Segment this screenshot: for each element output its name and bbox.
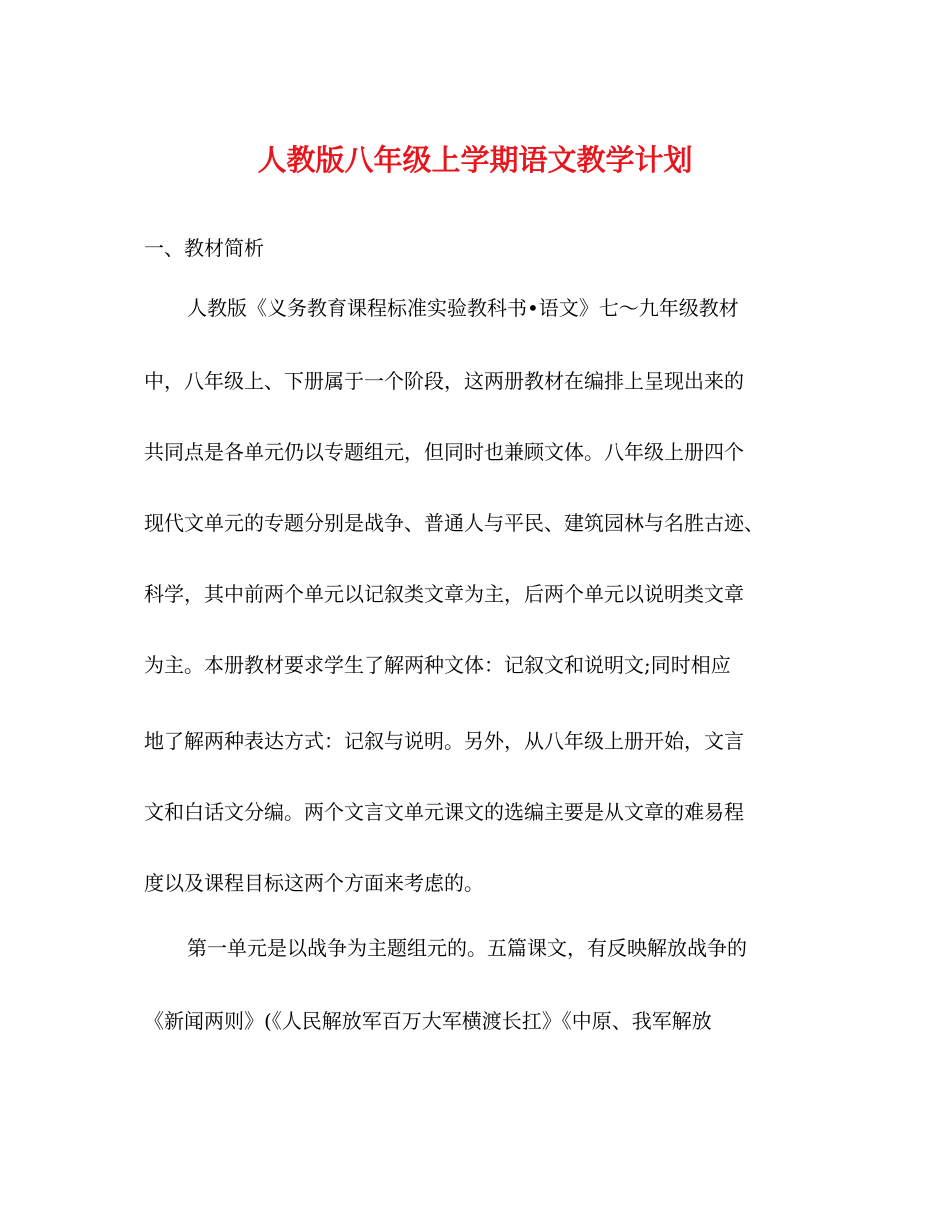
- paragraph-line: 文和白话文分编。两个文言文单元课文的选编主要是从文章的难易程: [144, 800, 744, 824]
- document-title: 人教版八年级上学期语文教学计划: [257, 143, 693, 177]
- paragraph-line: 中，八年级上、下册属于一个阶段，这两册教材在编排上呈现出来的: [144, 369, 744, 393]
- paragraph-line: 人教版《义务教育课程标准实验教科书•语文》七～九年级教材: [187, 296, 739, 320]
- section-heading: 一、教材简析: [144, 236, 264, 260]
- paragraph-line: 地了解两种表达方式：记叙与说明。另外，从八年级上册开始，文言: [144, 729, 744, 753]
- paragraph-line: 共同点是各单元仍以专题组元，但同时也兼顾文体。八年级上册四个: [144, 440, 744, 464]
- paragraph-line: 科学，其中前两个单元以记叙类文章为主，后两个单元以说明类文章: [144, 582, 744, 606]
- paragraph-line: 《新闻两则》(《人民解放军百万大军横渡长扛》《中原、我军解放: [144, 1009, 712, 1033]
- paragraph-line: 为主。本册教材要求学生了解两种文体：记叙文和说明文;同时相应: [144, 653, 731, 677]
- paragraph-line: 第一单元是以战争为主题组元的。五篇课文，有反映解放战争的: [187, 936, 747, 960]
- paragraph-line: 现代文单元的专题分别是战争、普通人与平民、建筑园林与名胜古迹、: [144, 511, 764, 535]
- paragraph-line: 度以及课程目标这两个方面来考虑的。: [144, 871, 484, 895]
